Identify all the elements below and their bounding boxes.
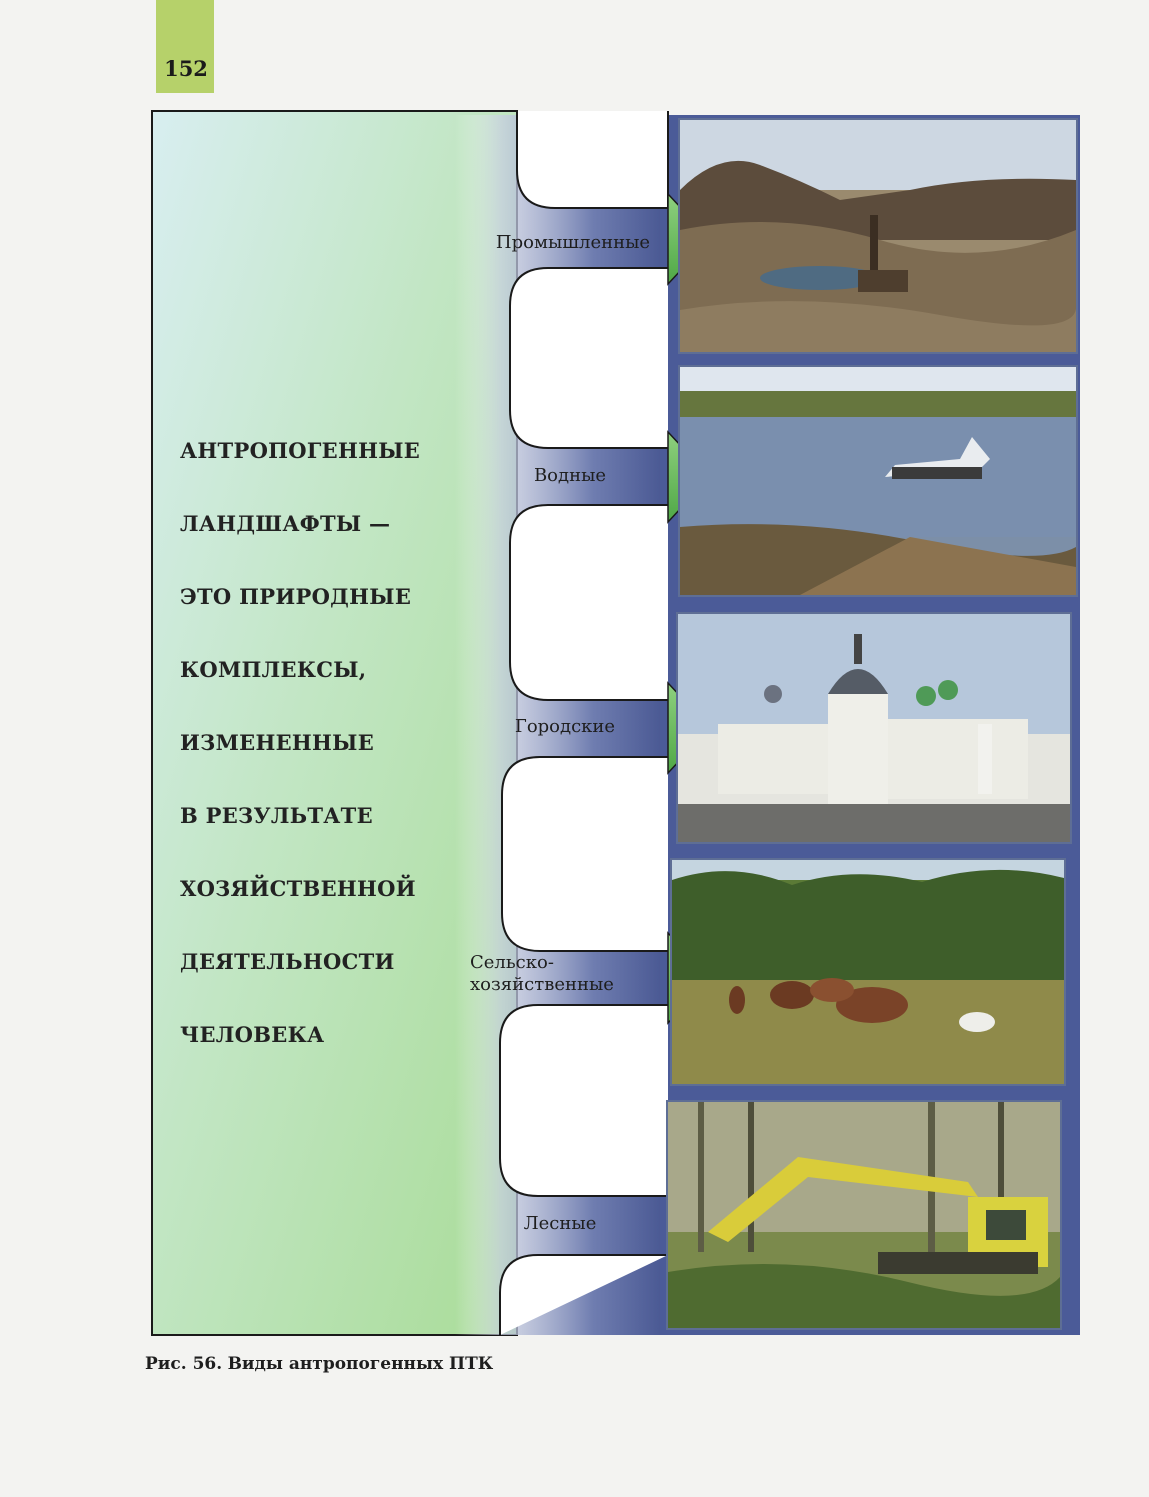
notch-tab — [510, 268, 668, 448]
definition-line: КОМПЛЕКСЫ, — [180, 657, 367, 682]
definition-line: ДЕЯТЕЛЬНОСТИ — [180, 949, 395, 974]
river-reservoir-photo — [678, 365, 1078, 597]
definition-line: ХОЗЯЙСТВЕННОЙ — [180, 876, 416, 901]
type-label-agricultural: Сельско- хозяйственные — [470, 952, 614, 995]
definition-line: В РЕЗУЛЬТАТЕ — [180, 803, 373, 828]
type-label-water: Водные — [533, 465, 607, 486]
definition-line: ЭТО ПРИРОДНЫЕ — [180, 584, 412, 609]
logging-machine-photo — [666, 1100, 1062, 1330]
notch-tab — [510, 505, 668, 700]
type-label-urban: Городские — [514, 716, 616, 737]
page-number: 152 — [164, 56, 208, 81]
type-label-industrial: Промышленные — [495, 232, 651, 253]
definition-line: ИЗМЕНЕННЫЕ — [180, 730, 375, 755]
notch-tab — [502, 757, 668, 951]
figure-label: Рис. 56. — [145, 1354, 223, 1374]
definition-line: ЛАНДШАФТЫ — — [180, 511, 391, 536]
definition-line: ЧЕЛОВЕКА — [180, 1022, 325, 1047]
figure-caption — [145, 1354, 493, 1374]
kremlin-town-photo — [676, 612, 1072, 844]
type-label-forest: Лесные — [523, 1213, 597, 1234]
notch-tab — [517, 111, 668, 208]
horses-pasture-photo — [670, 858, 1066, 1086]
definition-line: АНТРОПОГЕННЫЕ — [180, 438, 421, 463]
industrial-quarry-photo — [678, 118, 1078, 354]
figure-caption-text: Виды антропогенных ПТК — [227, 1354, 494, 1374]
notch-tab — [500, 1005, 668, 1196]
definition-text — [180, 438, 470, 1095]
